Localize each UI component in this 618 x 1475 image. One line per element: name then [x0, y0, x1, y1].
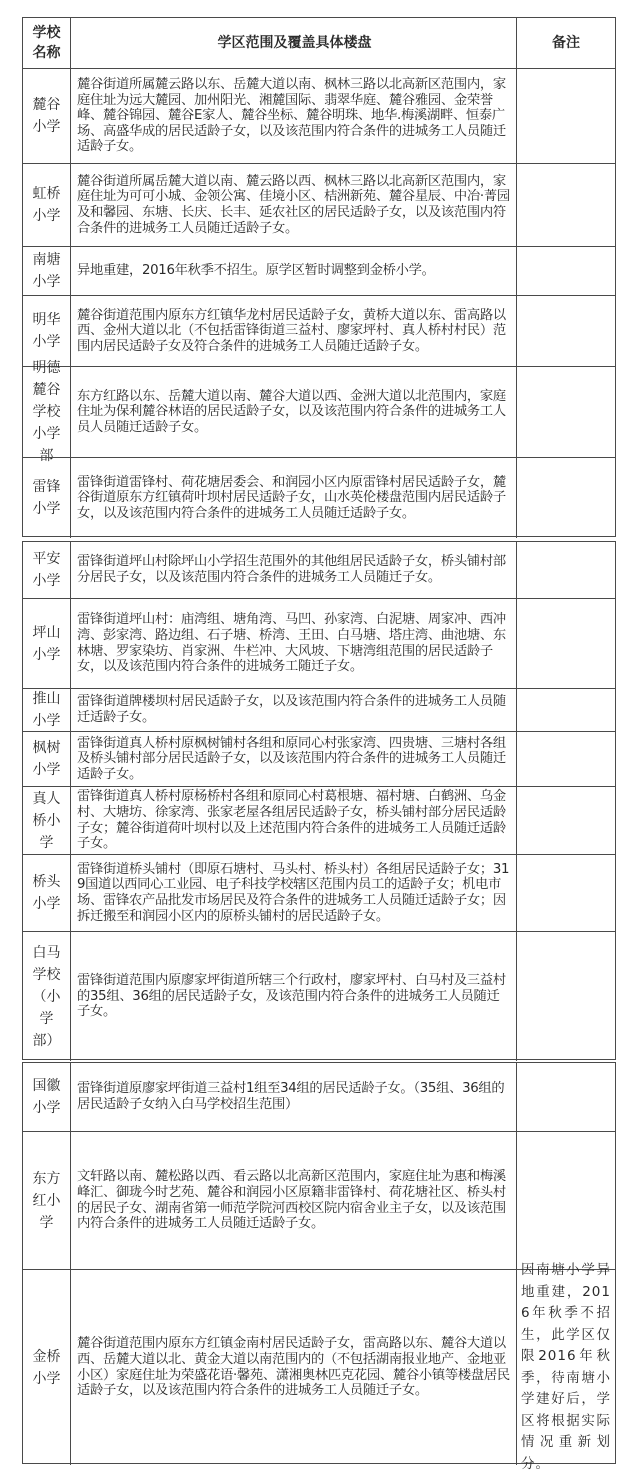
school-scope: 东方红路以东、岳麓大道以南、麓谷大道以西、金洲大道以北范围内，家庭住址为保利麓谷林语的居民适龄子女，以及该范围内符合条件的进城务工人员人员随迁适龄子女。: [77, 388, 506, 435]
table-cell: [23, 360, 71, 464]
table-cell: [71, 458, 517, 538]
school-name: 南塘小学: [32, 252, 61, 290]
header-scope-cell: [71, 18, 517, 68]
table-cell: [517, 689, 615, 731]
table-row: [23, 163, 615, 246]
school-name: 坪山小学: [32, 624, 61, 663]
school-scope: 文轩路以南、麓松路以西、看云路以北高新区范围内，家庭住址为惠和梅溪峰汇、御珑今时艺苑、麓谷和润园小区原籍非雷锋村、荷花塘社区、桥头村的居民子女、湖南省第一师范学院河西校区院内宿舍业主子女，以及该范围内符合条件的进城务工人员随迁适龄子女。: [77, 1169, 506, 1232]
school-scope: 雷锋街道桥头铺村（即原石塘村、马头村、桥头村）各组居民适龄子女；319国道以西同心工业园、电子科技学校辖区范围内员工的适龄子女；机电市场、雷锋农产品批发市场居民及符合条件的进城务工人员随迁适龄子女；因拆迁搬至和润园小区内的原桥头铺村的居民适龄子女。: [77, 861, 510, 924]
table-cell: [71, 855, 517, 931]
table-cell: [71, 1063, 517, 1131]
school-scope: 雷锋街道雷锋村、荷花塘居委会、和润园小区内原雷锋村居民适龄子女，麓谷街道原东方红镇荷叶坝村居民适龄子女，山水英伦楼盘范围内居民适龄子女，以及该范围内符合条件的进城务工人员随迁适龄子女。: [77, 474, 506, 521]
table-row: [23, 295, 615, 366]
table-cell: [517, 247, 615, 295]
header-note: 备注: [552, 35, 580, 51]
table-row: [23, 1063, 615, 1131]
table-cell: [23, 69, 71, 163]
table-cell: [71, 599, 517, 688]
table-cell: [23, 732, 71, 786]
header-school-cell: [23, 18, 71, 68]
school-name: 平安小学: [32, 551, 61, 589]
school-name: 白马学校（小学部）: [32, 944, 61, 1049]
table-cell: [517, 855, 615, 931]
table-cell: [517, 296, 615, 366]
header-school: 学校名称: [32, 25, 61, 61]
table-cell: [71, 732, 517, 786]
table-cell: [71, 932, 517, 1061]
school-scope: 异地重建，2016年秋季不招生。原学区暂时调整到金桥小学。: [77, 263, 435, 279]
table-cell: [71, 296, 517, 366]
school-name: 金桥小学: [32, 1348, 61, 1387]
table-cell: [517, 1063, 615, 1131]
table-cell: [517, 932, 615, 1061]
school-scope: 雷锋街道范围内原廖家坪街道所辖三个行政村，廖家坪村、白马村及三益村的35组、36组的居民适龄子女，及该范围内符合条件的进城务工人员随迁子女。: [77, 973, 506, 1020]
table-cell: [71, 164, 517, 246]
school-scope: 雷锋街道坪山村除坪山小学招生范围外的其他组居民适龄子女，桥头铺村部分居民子女，以及该范围内符合条件的进城务工人员随迁子女。: [77, 554, 506, 585]
school-name: 国徽小学: [32, 1078, 61, 1116]
table-cell: [71, 69, 517, 163]
table-cell: [517, 1262, 615, 1472]
table-row: [23, 854, 615, 931]
table-cell: [517, 732, 615, 786]
school-name: 虹桥小学: [32, 186, 61, 224]
table-cell: [71, 1270, 517, 1465]
district-table-part-2: [22, 541, 616, 1060]
table-cell: [71, 787, 517, 854]
table-cell: [23, 1063, 71, 1131]
table-cell: [71, 367, 517, 457]
school-name: 东方红小学: [32, 1170, 61, 1231]
table-cell: [23, 1270, 71, 1465]
table-row: [23, 360, 615, 464]
table-cell: [71, 1132, 517, 1269]
school-name: 雷锋小学: [32, 479, 61, 517]
table-cell: [23, 296, 71, 366]
table-cell: [71, 542, 517, 598]
table-header-row: [23, 18, 615, 68]
table-cell: [517, 599, 615, 688]
table-row: [23, 688, 615, 731]
table-row: [23, 731, 615, 786]
school-scope: 雷锋街道真人桥村原枫树铺村各组和原同心村张家湾、四贵塘、三塘村各组及桥头铺村部分居民适龄子女，以及该范围内符合条件的进城务工人员随迁适龄子女。: [77, 735, 506, 782]
school-scope: 麓谷街道所属岳麓大道以南、麓云路以西、枫林三路以北高新区范围内，家庭住址为可可小城、金领公寓、佳境小区、桔洲新苑、麓谷星辰、中冶·菁园及和馨园、东塘、长庆、长丰、延农社区的居民适龄子女，以及该范围内符合条件的进城务工人员随迁适龄子女。: [77, 173, 510, 236]
school-name: 明华小学: [32, 312, 61, 350]
school-name: 麓谷小学: [32, 97, 61, 135]
table-cell: [23, 458, 71, 538]
table-cell: [23, 932, 71, 1061]
table-row: [23, 246, 615, 295]
table-cell: [23, 787, 71, 854]
school-scope: 雷锋街道原廖家坪街道三益村1组至34组的居民适龄子女。（35组、36组的居民适龄子女纳入白马学校招生范围）: [77, 1081, 505, 1112]
school-name: 真人桥小学: [32, 790, 61, 851]
table-cell: [71, 689, 517, 731]
table-cell: [23, 689, 71, 731]
school-name: 推山小学: [32, 691, 61, 729]
table-cell: [23, 247, 71, 295]
table-cell: [517, 542, 615, 598]
table-cell: [517, 1132, 615, 1269]
table-row: [23, 1131, 615, 1269]
table-row: [23, 598, 615, 688]
table-row: [23, 786, 615, 854]
table-cell: [517, 69, 615, 163]
school-name: 桥头小学: [32, 874, 61, 912]
school-scope: 麓谷街道范围内原东方红镇金南村居民适龄子女，雷高路以东、麓谷大道以西、岳麓大道以北、黄金大道以南范围内的（不包括湖南报业地产、金地亚小区）家庭住址为荣盛花语·馨苑、潇湘奥林匹克花园、麓谷小镇等楼盘居民适龄子女，以及该范围内符合条件的进城务工人员随迁子女。: [77, 1336, 510, 1399]
table-cell: [517, 367, 615, 457]
table-row: [23, 457, 615, 538]
table-cell: [23, 1132, 71, 1269]
school-scope: 雷锋街道牌楼坝村居民适龄子女，以及该范围内符合条件的进城务工人员随迁适龄子女。: [77, 694, 506, 725]
table-cell: [23, 599, 71, 688]
school-scope: 雷锋街道真人桥村原杨桥村各组和原同心村葛根塘、福村塘、白鹤洲、乌金村、大塘坊、徐家湾、张家老屋各组居民适龄子女，桥头铺村部分居民适龄子女；麓谷街道荷叶坝村以及上述范围内符合条件的进城务工人员随迁适龄子女。: [77, 789, 506, 852]
district-table-part-3: [22, 1062, 616, 1472]
school-name: 明德麓谷学校小学部: [32, 360, 61, 464]
table-row: [23, 68, 615, 163]
table-cell: [23, 542, 71, 598]
school-note: 因南塘小学异地重建，2016年秋季不招生，此学区仅限2016年秋季，待南塘小学建好后，学区将根据实际情况重新划分。: [521, 1262, 611, 1472]
table-cell: [23, 855, 71, 931]
table-row: [23, 1262, 615, 1472]
table-cell: [71, 247, 517, 295]
header-note-cell: [517, 18, 615, 68]
header-scope: 学区范围及覆盖具体楼盘: [217, 35, 372, 51]
school-scope: 麓谷街道范围内原东方红镇华龙村居民适龄子女，黄桥大道以东、雷高路以西、金州大道以北（不包括雷锋街道三益村、廖家坪村、真人桥村村民）范围内居民适龄子女及符合条件的进城务工人员随迁适龄子女。: [77, 307, 506, 354]
table-cell: [23, 164, 71, 246]
table-row: [23, 931, 615, 1061]
table-cell: [517, 458, 615, 538]
school-scope: 雷锋街道坪山村：庙湾组、塘角湾、马凹、孙家湾、白泥塘、周家冲、西冲湾、彭家湾、路边组、石子塘、桥湾、王田、白马塘、塔庄湾、曲池塘、东林塘、罗家染坊、肖家洲、牛栏冲、大风坡、下塘湾组范围的居民适龄子女，以及该范围内符合条件的进城务工随迁子女。: [77, 612, 506, 675]
table-cell: [517, 164, 615, 246]
school-scope: 麓谷街道所属麓云路以东、岳麓大道以南、枫林三路以北高新区范围内，家庭住址为远大麓园、加州阳光、湘麓国际、翡翠华庭、麓谷雅园、金荣誉峰、麓谷锦园、麓谷E家人、麓谷坐标、麓谷明珠、地华.梅溪湖畔、恒泰广场、高盛华成的居民适龄子女，以及该范围内符合条件的进城务工人员随迁适龄子女。: [77, 77, 506, 155]
table-cell: [517, 787, 615, 854]
school-name: 枫树小学: [32, 740, 61, 778]
table-row: [23, 542, 615, 598]
district-table-part-1: [22, 17, 616, 537]
